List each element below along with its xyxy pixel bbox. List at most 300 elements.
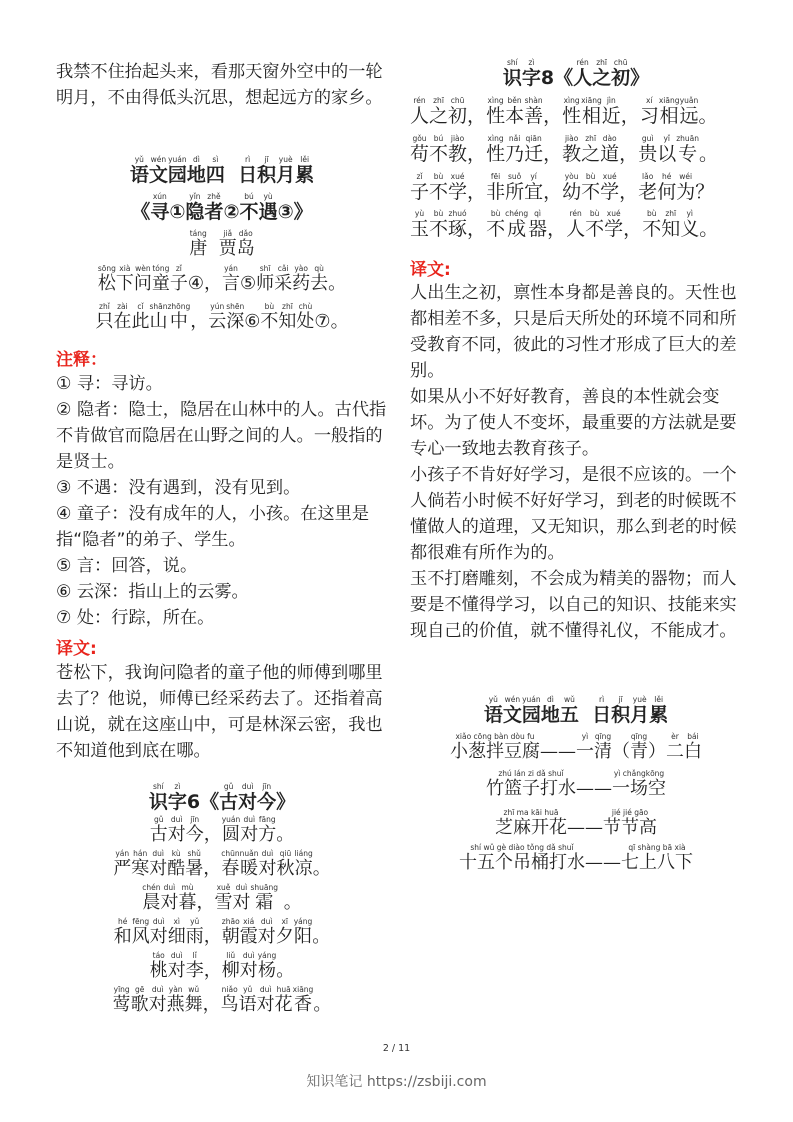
pinyin-text: bái: [687, 732, 699, 741]
pinyin-char: [276, 792, 295, 814]
hanzi-text: 园: [521, 704, 541, 726]
pinyin-char: [467, 182, 486, 204]
pinyin-char: [543, 144, 562, 166]
pinyin-text: lǐ: [192, 951, 197, 960]
pinyin-text: rì: [245, 155, 251, 164]
pinyin-char: [150, 917, 168, 948]
pinyin-text: liǔ: [226, 951, 236, 960]
hanzi-text: 不: [642, 218, 662, 240]
hanzi-text: 乃: [505, 143, 525, 165]
pinyin-char: [278, 893, 302, 914]
pinyin-text: xìng: [563, 96, 580, 105]
hanzi-text: 桃: [149, 960, 168, 981]
pinyin-char: [503, 58, 522, 90]
pinyin-text: gǔ: [223, 782, 234, 791]
pinyin-char: [200, 792, 219, 814]
pinyin-char: [328, 274, 346, 295]
pinyin-char: [648, 742, 666, 763]
hanzi-text: 花: [274, 994, 293, 1015]
hanzi-text: 知: [661, 218, 681, 240]
pinyin-text: mù: [181, 883, 194, 892]
hanzi-text: 6: [186, 791, 201, 813]
pinyin-char: [661, 209, 680, 241]
pinyin-char: [260, 302, 278, 333]
verse-line: [56, 951, 388, 982]
pinyin-char: [276, 155, 295, 187]
pinyin-char: [206, 155, 225, 187]
pinyin-char: [695, 182, 714, 204]
pinyin-char: [576, 732, 594, 763]
pinyin-text: yù: [414, 209, 425, 218]
poem-author: [56, 229, 388, 260]
section8-title: [410, 58, 742, 90]
hanzi-text: 性: [486, 143, 506, 165]
pinyin-text: zhuó: [448, 209, 467, 218]
hanzi-text: 不: [239, 201, 259, 223]
pinyin-char: [203, 995, 221, 1016]
hanzi-text: 》: [293, 201, 313, 223]
pinyin-char: [113, 302, 131, 333]
hanzi-text: ？: [695, 181, 715, 203]
hanzi-text: 。: [276, 824, 295, 845]
pinyin-char: [237, 229, 255, 260]
pinyin-char: [448, 134, 467, 166]
pinyin-char: [566, 209, 585, 241]
pinyin-char: [581, 172, 600, 204]
pinyin-text: zhī: [596, 58, 608, 67]
hanzi-text: ，: [467, 105, 487, 127]
hanzi-text: 学: [604, 218, 624, 240]
pinyin-char: [190, 312, 208, 333]
pinyin-char: [522, 695, 541, 727]
pinyin-text: yáng: [293, 917, 313, 926]
hanzi-text: 严: [113, 858, 132, 879]
pinyin-text: huā: [276, 985, 291, 994]
pinyin-char: [225, 165, 238, 187]
hanzi-text: 对: [232, 892, 251, 913]
hanzi-text: 中: [169, 311, 188, 332]
pinyin-char: [187, 792, 200, 814]
hanzi-text: 李: [185, 960, 204, 981]
translation-paragraph: 如果从小不好好教育，善良的本性就会变坏。为了使人不变坏，最重要的方法就是要专心一致地去教育孩子。: [410, 387, 737, 459]
pinyin-text: yán: [115, 849, 130, 858]
hanzi-text: 二: [666, 741, 684, 762]
pinyin-text: zhī ma kāi huā: [503, 808, 559, 817]
pinyin-text: zì: [528, 58, 535, 67]
pinyin-char: [149, 155, 168, 187]
pinyin-char: [659, 96, 680, 128]
hanzi-text: 。: [276, 960, 295, 981]
pinyin-char: [226, 302, 244, 333]
pinyin-char: [258, 951, 277, 982]
hanzi-text: 去: [310, 273, 329, 294]
translation-paragraph: 苍松下，我询问隐者的童子他的师傅到哪里去了？他说，师傅已经采药去了。还指着高山说，就在这座山中，可是林深云密，我也不知道他到底在哪。: [56, 663, 383, 761]
pinyin-text: chéng: [505, 209, 529, 218]
pinyin-text: duì: [259, 985, 272, 994]
pinyin-text: xiá: [243, 917, 255, 926]
pinyin-char: [150, 815, 168, 846]
pinyin-char: [684, 732, 702, 763]
hanzi-text: 性: [486, 105, 506, 127]
pinyin-char: [562, 172, 581, 204]
pinyin-text: chén: [142, 883, 161, 892]
pinyin-char: [679, 96, 698, 128]
hanzi-text: 《: [200, 791, 220, 813]
pinyin-char: [188, 274, 204, 295]
verse-line: [56, 917, 388, 948]
hanzi-text: 不: [429, 218, 449, 240]
pinyin-char: [619, 144, 638, 166]
pinyin-char: [623, 219, 642, 241]
hanzi-text: 字: [521, 67, 541, 89]
pinyin-text: yán: [224, 264, 238, 273]
pinyin-char: [698, 106, 717, 128]
pinyin-text: shí: [152, 782, 164, 791]
note-item: ② 隐者：隐士，隐居在山林中的人。古代指不肯做官而隐居在山野之间的人。一般指的是贤士。: [56, 400, 387, 472]
pinyin-text: tóng: [152, 264, 170, 273]
pinyin-text: fāng: [258, 815, 276, 824]
pinyin-text: jiào: [450, 134, 465, 143]
pinyin-text: yǔ: [488, 695, 498, 704]
pinyin-char: [131, 302, 149, 333]
hanzi-text: ，: [543, 181, 563, 203]
intro-paragraph: 我禁不住抬起头来，看那天窗外空中的一轮明月，不由得低头沉思，想起远方的家乡。: [56, 62, 383, 108]
pinyin-text: yǔ: [243, 985, 253, 994]
hanzi-text: ，: [543, 143, 563, 165]
hanzi-text: 方: [258, 824, 277, 845]
hanzi-text: 深: [226, 311, 245, 332]
hanzi-text: 香: [293, 994, 312, 1015]
hanzi-text: 老: [638, 181, 658, 203]
pinyin-text: yuè: [632, 695, 647, 704]
hanzi-text: 。: [699, 143, 719, 165]
hanzi-text: 晨: [142, 892, 161, 913]
pinyin-text: jīn: [190, 815, 200, 824]
pinyin-text: yì: [686, 209, 693, 218]
hanzi-text: 月: [630, 704, 650, 726]
hanzi-text: [225, 165, 238, 187]
pinyin-char: [185, 192, 204, 224]
pinyin-char: [240, 917, 258, 948]
site-watermark: 知识笔记 https://zsbiji.com: [306, 1074, 487, 1090]
hanzi-text: ，: [202, 994, 221, 1015]
pinyin-text: xué: [606, 209, 621, 218]
hanzi-text: 不: [585, 218, 605, 240]
hanzi-text: 道: [600, 143, 620, 165]
pinyin-char: [219, 782, 238, 814]
hanzi-text: 义: [680, 218, 700, 240]
hanzi-text: ——: [567, 817, 603, 838]
verse-line: [410, 134, 742, 166]
pinyin-char: [258, 849, 276, 880]
hanzi-text: ②: [223, 201, 240, 223]
hanzi-text: 之: [581, 143, 601, 165]
pinyin-text: xiǎo cōng bàn dòu fu: [455, 732, 535, 741]
pinyin-char: [676, 172, 695, 204]
hanzi-text: 非: [486, 181, 506, 203]
pinyin-text: yù: [263, 192, 273, 201]
hanzi-text: 雨: [185, 926, 204, 947]
pinyin-char: [467, 219, 486, 241]
poem-line-1: [56, 264, 388, 295]
pinyin-char: [169, 202, 185, 224]
pinyin-char: [296, 302, 314, 333]
pinyin-char: [239, 985, 257, 1016]
pinyin-char: [649, 695, 668, 727]
pinyin-char: [294, 917, 313, 948]
pinyin-text: fēi: [490, 172, 501, 181]
pinyin-char: [240, 951, 258, 982]
pinyin-text: gǒu: [412, 134, 427, 143]
pinyin-char: [310, 264, 328, 295]
pinyin-text: duì: [241, 782, 254, 791]
pinyin-text: xiāng: [292, 985, 314, 994]
pinyin-text: yí: [530, 172, 537, 181]
hanzi-text: 》: [630, 67, 650, 89]
pinyin-text: cǎi: [277, 264, 289, 273]
verse-line: [56, 815, 388, 846]
pinyin-char: [505, 134, 524, 166]
pinyin-char: [505, 96, 524, 128]
hanzi-text: 学: [600, 181, 620, 203]
pinyin-char: [130, 155, 149, 187]
pinyin-char: [131, 202, 150, 224]
hanzi-text: ，: [619, 181, 639, 203]
pinyin-text: èr: [671, 732, 679, 741]
pinyin-char: [410, 134, 429, 166]
pinyin-text: wén: [504, 695, 521, 704]
hanzi-text: 唐: [189, 238, 208, 259]
hanzi-text: 暖: [240, 858, 259, 879]
pinyin-char: [594, 732, 612, 763]
hanzi-text: ，: [623, 218, 643, 240]
hanzi-text: 舞: [184, 994, 203, 1015]
hanzi-text: 对: [258, 858, 277, 879]
hanzi-text: 人: [573, 67, 593, 89]
pinyin-char: [167, 985, 185, 1016]
note-item: ⑥ 云深：指山上的云雾。: [56, 582, 249, 602]
hanzi-text: 字: [167, 791, 187, 813]
pinyin-char: [657, 134, 676, 166]
hanzi-text: ①: [169, 201, 186, 223]
hanzi-text: 语: [483, 704, 503, 726]
translation-paragraph: 玉不打磨雕刻，不会成为精美的器物；而人要是不懂得学习，以自己的知识、技能来实现自己的价值，就不懂得礼仪，不能成才。: [410, 569, 737, 641]
pinyin-char: [524, 172, 543, 204]
pinyin-char: [448, 96, 467, 128]
hanzi-text: ，: [203, 858, 222, 879]
pinyin-text: chū: [613, 58, 628, 67]
hanzi-text: 和: [113, 926, 132, 947]
pinyin-char: [292, 264, 310, 295]
pinyin-char: [576, 779, 612, 800]
pinyin-char: [562, 134, 581, 166]
pinyin-char: [232, 883, 250, 914]
pinyin-text: zhī: [282, 302, 293, 311]
pinyin-text: shí: [506, 58, 518, 67]
pinyin-char: [642, 209, 661, 241]
hanzi-text: 所: [505, 181, 525, 203]
verse-line: [56, 883, 388, 914]
pinyin-char: [410, 172, 429, 204]
hanzi-text: 》: [276, 791, 296, 813]
pinyin-char: [149, 302, 167, 333]
pinyin-text: xiāng: [658, 96, 680, 105]
pinyin-char: [429, 172, 448, 204]
hanzi-text: 苟: [410, 143, 430, 165]
hanzi-text: 迁: [524, 143, 544, 165]
pinyin-char: [258, 815, 276, 846]
section6-title: [56, 782, 388, 814]
pinyin-text: fēng: [132, 917, 150, 926]
pinyin-text: jié jié gāo: [611, 808, 649, 817]
hanzi-text: 风: [131, 926, 150, 947]
pinyin-char: [149, 985, 167, 1016]
hanzi-text: 人: [566, 218, 586, 240]
hanzi-text: 。: [328, 273, 347, 294]
verse-line: [56, 985, 388, 1016]
saying-line: [410, 843, 742, 874]
pinyin-text: duì: [243, 815, 256, 824]
pinyin-text: rén: [413, 96, 426, 105]
pinyin-char: [168, 815, 186, 846]
pinyin-text: duì: [170, 951, 183, 960]
hanzi-text: ，: [203, 960, 222, 981]
hanzi-text: 四: [205, 164, 225, 186]
pinyin-text: bù: [490, 209, 501, 218]
hanzi-text: 累: [649, 704, 669, 726]
hanzi-text: ，: [204, 273, 222, 294]
pinyin-text: rén: [569, 209, 582, 218]
pinyin-char: [528, 209, 547, 241]
pinyin-text: yòu: [564, 172, 579, 181]
pinyin-char: [189, 229, 207, 260]
pinyin-char: [203, 859, 221, 880]
pinyin-text: duì: [152, 917, 165, 926]
pinyin-char: [547, 219, 566, 241]
hanzi-text: ，: [467, 218, 487, 240]
pinyin-char: [196, 893, 214, 914]
pinyin-text: duì: [163, 883, 176, 892]
pinyin-text: qì: [534, 209, 542, 218]
pinyin-char: [486, 209, 505, 241]
hanzi-text: 《: [554, 67, 574, 89]
hanzi-text: 。: [313, 994, 332, 1015]
pinyin-text: hé: [662, 172, 672, 181]
pinyin-char: [257, 782, 276, 814]
pinyin-text: sōng: [97, 264, 116, 273]
hanzi-text: 成: [507, 218, 527, 240]
pinyin-char: [150, 951, 168, 982]
pinyin-char: [313, 995, 331, 1016]
hanzi-text: 处: [296, 311, 315, 332]
note-item: ① 寻：寻访。: [56, 374, 163, 394]
hanzi-text: ——: [576, 778, 612, 799]
hanzi-text: 凉: [294, 858, 313, 879]
pinyin-char: [186, 917, 204, 948]
hanzi-text: ，: [543, 105, 563, 127]
hanzi-text: 累: [295, 164, 315, 186]
pinyin-text: qīng: [594, 732, 612, 741]
pinyin-char: [581, 134, 600, 166]
pinyin-text: zhāo: [221, 917, 240, 926]
pinyin-char: [186, 951, 204, 982]
hanzi-text: 积: [611, 704, 631, 726]
pinyin-text: kù: [171, 849, 181, 858]
pinyin-char: [585, 853, 621, 874]
pinyin-char: [204, 927, 222, 948]
hanzi-text: 问: [133, 273, 152, 294]
pinyin-char: [560, 695, 579, 727]
hanzi-text: 今: [257, 791, 277, 813]
hanzi-text: 燕: [166, 994, 185, 1015]
pinyin-text: niǎo: [221, 985, 238, 994]
pinyin-text: zì: [174, 782, 181, 791]
pinyin-text: yuǎn: [679, 96, 699, 105]
pinyin-text: bù: [264, 302, 275, 311]
pinyin-char: [579, 705, 592, 727]
hanzi-text: 对: [167, 824, 186, 845]
hanzi-text: 对: [239, 960, 258, 981]
hanzi-text: 本: [505, 105, 525, 127]
pinyin-char: [313, 859, 331, 880]
pinyin-text: guì: [641, 134, 654, 143]
pinyin-char: [185, 849, 203, 880]
pinyin-char: [666, 732, 684, 763]
pinyin-text: yì chǎngkōng: [613, 769, 665, 778]
verse-line: [56, 849, 388, 880]
pinyin-text: shàn: [524, 96, 543, 105]
pinyin-char: [113, 849, 131, 880]
hanzi-text: 秋: [276, 858, 295, 879]
pinyin-text: bù: [589, 209, 600, 218]
pinyin-char: [293, 985, 314, 1016]
hanzi-text: 对: [257, 926, 276, 947]
pinyin-char: [619, 182, 638, 204]
hanzi-text: 子: [169, 273, 188, 294]
pinyin-char: [186, 815, 204, 846]
pinyin-char: [221, 849, 239, 880]
pinyin-char: [410, 96, 429, 128]
pinyin-char: [278, 202, 294, 224]
hanzi-text: ⑤: [240, 273, 257, 294]
verse-line: [410, 96, 742, 128]
hanzi-text: 善: [524, 105, 544, 127]
hanzi-text: 语: [129, 164, 149, 186]
saying-line: [410, 732, 742, 763]
hanzi-text: 相: [581, 105, 601, 127]
hanzi-text: 对: [256, 994, 275, 1015]
pinyin-char: [612, 742, 630, 763]
pinyin-char: [204, 192, 223, 224]
pinyin-text: lěi: [654, 695, 664, 704]
pinyin-char: [204, 274, 222, 295]
pinyin-text: qiū: [279, 849, 292, 858]
pinyin-char: [450, 732, 540, 763]
pinyin-text: bú: [244, 192, 254, 201]
pinyin-char: [699, 144, 718, 166]
hanzi-text: ，: [190, 311, 209, 332]
hanzi-text: 日: [592, 704, 612, 726]
pinyin-char: [429, 134, 448, 166]
pinyin-char: [486, 769, 576, 800]
pinyin-char: [554, 68, 573, 90]
pinyin-text: nǎi: [508, 134, 521, 143]
hanzi-text: 不: [581, 181, 601, 203]
notes-label: 注释：: [56, 350, 107, 370]
hanzi-text: 雪: [214, 892, 233, 913]
pinyin-text: duì: [152, 849, 165, 858]
pinyin-char: [562, 96, 581, 128]
